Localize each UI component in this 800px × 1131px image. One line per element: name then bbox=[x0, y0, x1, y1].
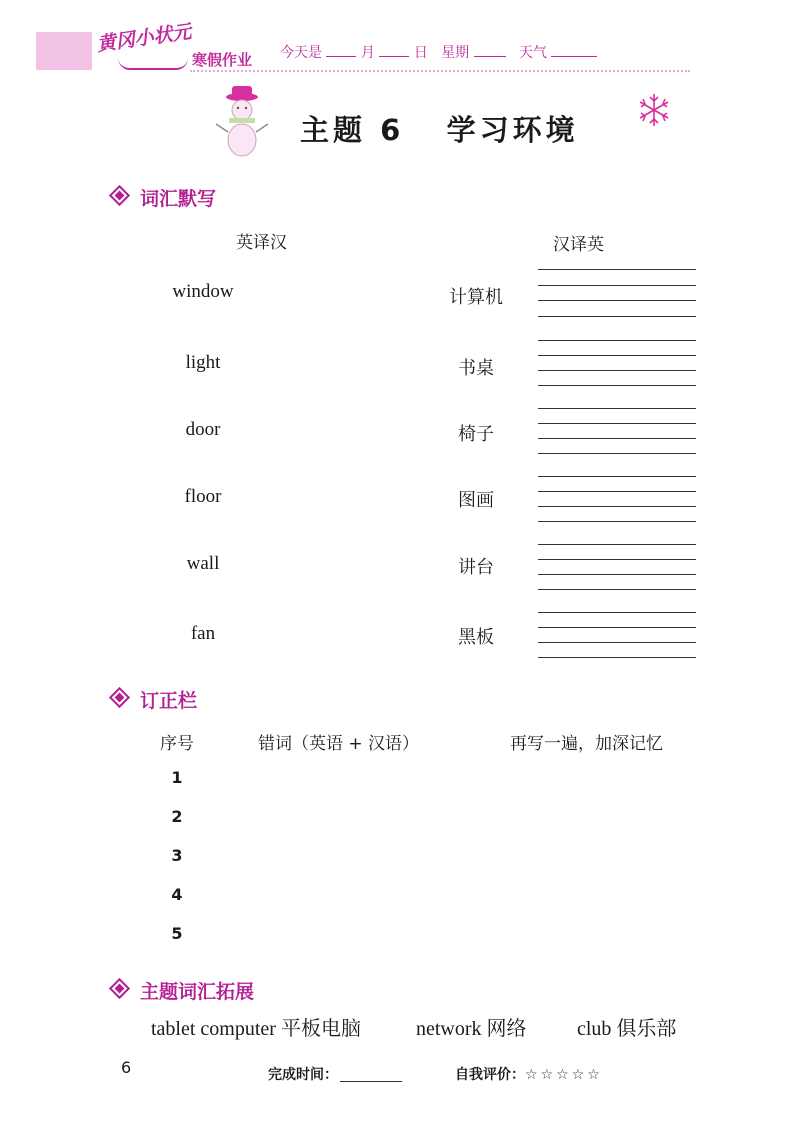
header-dotted-divider bbox=[190, 70, 690, 72]
writing-line[interactable] bbox=[538, 408, 696, 409]
extension-item: tablet computer 平板电脑 bbox=[151, 1018, 361, 1040]
chinese-word: 书桌 bbox=[458, 358, 494, 379]
completion-time-blank[interactable] bbox=[340, 1067, 402, 1082]
english-word: fan bbox=[190, 623, 216, 644]
writing-line[interactable] bbox=[538, 544, 696, 545]
chinese-word: 黑板 bbox=[458, 627, 494, 648]
writing-line[interactable] bbox=[538, 355, 696, 356]
writing-line[interactable] bbox=[538, 438, 696, 439]
day-blank[interactable] bbox=[379, 44, 409, 57]
vocab-heading-text: 词汇默写 bbox=[140, 188, 217, 210]
diamond-bullet-icon bbox=[109, 978, 130, 999]
writing-line[interactable] bbox=[538, 370, 696, 371]
diamond-bullet-icon bbox=[109, 687, 130, 708]
date-weekday-label: 星期 bbox=[441, 45, 470, 61]
snowflake-icon bbox=[636, 92, 672, 128]
self-eval-label: 自我评价： bbox=[455, 1067, 525, 1083]
snowman-icon bbox=[212, 84, 272, 160]
page-title: 主题 6 学习环境 bbox=[300, 113, 579, 147]
writing-line[interactable] bbox=[538, 269, 696, 270]
completion-time-label: 完成时间： bbox=[268, 1067, 338, 1083]
date-weather-label: 天气 bbox=[518, 45, 547, 61]
chinese-word: 计算机 bbox=[449, 287, 503, 308]
writing-line[interactable] bbox=[538, 476, 696, 477]
writing-line[interactable] bbox=[538, 627, 696, 628]
writing-line[interactable] bbox=[538, 657, 696, 658]
writing-line[interactable] bbox=[538, 385, 696, 386]
writing-line[interactable] bbox=[538, 521, 696, 522]
correction-row-number: 1 bbox=[171, 768, 183, 787]
writing-line[interactable] bbox=[538, 300, 696, 301]
english-word: window bbox=[172, 281, 234, 302]
vocab-section-heading bbox=[112, 184, 216, 211]
writing-line[interactable] bbox=[538, 612, 696, 613]
correction-row-number: 2 bbox=[171, 807, 183, 826]
correction-row-number: 5 bbox=[171, 924, 183, 943]
date-line bbox=[280, 42, 597, 62]
weather-blank[interactable] bbox=[551, 44, 597, 57]
logo-swoosh bbox=[118, 58, 188, 70]
writing-line[interactable] bbox=[538, 559, 696, 560]
col-cn-to-en: 汉译英 bbox=[553, 235, 604, 255]
extension-heading-text: 主题词汇拓展 bbox=[140, 981, 255, 1003]
extension-section-heading bbox=[112, 977, 254, 1004]
date-month-label: 月 bbox=[360, 45, 375, 61]
chinese-word: 椅子 bbox=[458, 424, 494, 445]
writing-line[interactable] bbox=[538, 574, 696, 575]
rating-stars[interactable]: ☆☆☆☆☆ bbox=[525, 1067, 603, 1083]
extension-item: network 网络 bbox=[416, 1018, 527, 1040]
english-word: wall bbox=[186, 553, 220, 574]
chinese-word: 图画 bbox=[458, 490, 494, 511]
writing-line[interactable] bbox=[538, 642, 696, 643]
writing-line[interactable] bbox=[538, 589, 696, 590]
completion-time bbox=[268, 1064, 402, 1084]
col-wrong-word: 错词（英语 + 汉语） bbox=[258, 734, 420, 754]
writing-line[interactable] bbox=[538, 285, 696, 286]
month-blank[interactable] bbox=[326, 44, 356, 57]
homework-label: 寒假作业 bbox=[192, 51, 253, 69]
extension-item: club 俱乐部 bbox=[577, 1018, 677, 1040]
col-en-to-cn: 英译汉 bbox=[236, 233, 287, 253]
col-index: 序号 bbox=[160, 734, 194, 754]
english-word: floor bbox=[184, 486, 222, 507]
page-number: 6 bbox=[121, 1058, 132, 1077]
english-word: door bbox=[185, 419, 221, 440]
writing-line[interactable] bbox=[538, 506, 696, 507]
date-day-label: 日 bbox=[413, 45, 428, 61]
self-evaluation bbox=[455, 1064, 603, 1084]
english-word: light bbox=[185, 352, 221, 373]
header-color-block bbox=[36, 32, 92, 70]
brand-logo: 黄冈小状元 bbox=[95, 20, 193, 56]
correction-row-number: 3 bbox=[171, 846, 183, 865]
writing-line[interactable] bbox=[538, 316, 696, 317]
chinese-word: 讲台 bbox=[458, 557, 494, 578]
diamond-bullet-icon bbox=[109, 185, 130, 206]
correction-section-heading bbox=[112, 686, 197, 713]
col-rewrite: 再写一遍，加深记忆 bbox=[510, 734, 663, 754]
writing-line[interactable] bbox=[538, 453, 696, 454]
writing-line[interactable] bbox=[538, 491, 696, 492]
date-today-label: 今天是 bbox=[280, 45, 322, 61]
writing-line[interactable] bbox=[538, 423, 696, 424]
weekday-blank[interactable] bbox=[474, 44, 506, 57]
writing-line[interactable] bbox=[538, 340, 696, 341]
correction-row-number: 4 bbox=[171, 885, 183, 904]
correction-heading-text: 订正栏 bbox=[140, 690, 198, 712]
